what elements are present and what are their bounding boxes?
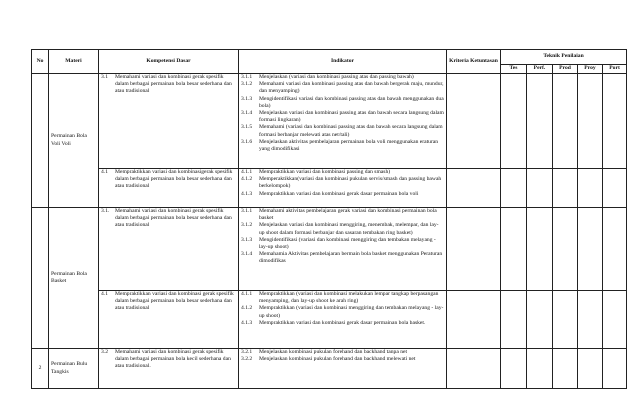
indicator-text: Mempraktikkan variasi dan kombinasi gerak dasar permainan bola basket. xyxy=(259,319,426,326)
indikator-cell xyxy=(239,349,447,389)
table-row xyxy=(32,74,627,169)
indicator-item xyxy=(241,222,444,236)
empty-cell xyxy=(527,169,553,208)
empty-cell xyxy=(553,169,578,208)
indicator-text: Memahamia Aktivitas pembelajaran bermain bola basket menggunakan Peraturan dimodifikas xyxy=(259,251,443,265)
header-teknik-col: Tes xyxy=(501,65,527,74)
header-no: No xyxy=(32,50,49,74)
empty-cell xyxy=(501,208,527,291)
table-row xyxy=(32,208,627,291)
indicator-number: 4.1.1 xyxy=(241,169,253,175)
empty-cell xyxy=(578,349,603,389)
indicator-item xyxy=(241,124,444,138)
empty-cell xyxy=(527,349,553,389)
empty-cell xyxy=(501,291,527,349)
header-teknik-col: Proy xyxy=(578,65,603,74)
kompetensi-cell xyxy=(99,169,239,208)
kd-item xyxy=(101,349,236,371)
kd-number: 4.1 xyxy=(101,291,108,297)
indicator-text: Mempraktikkan (variasi dan kombinasi menggiring dan tembakan melayang - lay-up shoot) xyxy=(259,305,444,319)
empty-cell xyxy=(553,74,578,169)
indicator-number: 3.1.2 xyxy=(241,81,253,88)
indicator-item xyxy=(241,291,444,305)
indicator-item xyxy=(241,305,444,319)
kd-item xyxy=(101,74,236,96)
empty-cell xyxy=(578,169,603,208)
kompetensi-cell xyxy=(99,291,239,349)
empty-cell xyxy=(527,291,553,349)
indicator-number: 3.1.6 xyxy=(241,138,253,145)
header-teknik-col: Perf. xyxy=(527,65,553,74)
indicator-item xyxy=(241,237,444,251)
indicator-number: 3.1.1 xyxy=(241,74,253,80)
indicator-text: Mempraktikkan variasi dan kombinasi passing dan smash) xyxy=(259,169,391,175)
empty-cell xyxy=(501,74,527,169)
indicator-text: Menjelaskan variasi dan kombinasi menggiring, menembak, melempar, dan lay-up shoot dalam formasi berbanjar dan sasaran tembakan ring basket) xyxy=(259,222,439,236)
empty-cell xyxy=(447,291,501,349)
empty-cell xyxy=(501,349,527,389)
indicator-number: 3.1.2 xyxy=(241,222,253,229)
kompetensi-cell xyxy=(99,74,239,169)
empty-cell xyxy=(603,74,627,169)
indicator-number: 4.1.1 xyxy=(241,291,253,297)
kd-number: 3.1 xyxy=(101,74,108,80)
indicator-number: 3.1.4 xyxy=(241,110,253,117)
indicator-number: 3.1.1 xyxy=(241,208,253,214)
empty-cell xyxy=(447,208,501,291)
kd-number: 4.1 xyxy=(101,169,108,175)
indicator-item xyxy=(241,176,444,190)
indicator-text: Memahami aktivitas pembelajaran gerak variasi dan kombinasi permainan bola basket xyxy=(259,208,437,222)
indicator-text: Menjelaskan kombinasi pukulan forehand dan backhand melewati net xyxy=(259,356,416,363)
indicator-number: 4.1.3 xyxy=(241,319,253,326)
empty-cell xyxy=(603,169,627,208)
indikator-cell xyxy=(239,208,447,291)
indicator-text: Mempraktikkan variasi dan kombinasi gerak dasar permainan bola voli xyxy=(259,190,419,197)
indikator-cell xyxy=(239,74,447,169)
empty-cell xyxy=(603,291,627,349)
empty-cell xyxy=(578,74,603,169)
indicator-item xyxy=(241,74,444,81)
empty-cell xyxy=(501,169,527,208)
empty-cell xyxy=(553,349,578,389)
empty-cell xyxy=(578,208,603,291)
indicator-number: 4.1.3 xyxy=(241,190,253,197)
indicator-item xyxy=(241,208,444,222)
empty-cell xyxy=(447,349,501,389)
empty-cell xyxy=(603,349,627,389)
materi-cell: Permainan Bulu Tangkis xyxy=(49,349,99,389)
indicator-text: Memahami variasi dan kombinasi passing atas dan bawah bergerak maju, mundur, dan menyamping) xyxy=(259,81,444,95)
kd-item xyxy=(101,208,236,230)
materi-cell: Permainan Bola Voli Voli xyxy=(49,74,99,208)
indicator-item xyxy=(241,110,444,124)
table-row xyxy=(32,349,627,389)
empty-cell xyxy=(447,74,501,169)
table-row xyxy=(32,169,627,208)
indicator-text: Memahami (variasi dan kombinasi passing atas dan bawah secara langsung dalam formasi berbanjar melewati atas net/tali) xyxy=(259,124,443,138)
header-kriteria: Kriteria Ketuntasan xyxy=(447,50,501,74)
table-body xyxy=(32,74,627,389)
indicator-text: Mempraktikkan (variasi dan kombinasi melakukan lempar tangkap berpasangan menyamping, dan lay-up shoot ke arah ring) xyxy=(259,291,439,305)
header-materi: Materi xyxy=(49,50,99,74)
curriculum-table xyxy=(31,49,627,389)
indicator-item xyxy=(241,251,444,265)
indicator-text: Menjelaskan kombinasi pukulan forehand dan backhand tanpa net xyxy=(259,349,408,355)
kd-text: Memahami variasi dan kombinasi gerak spesifik dalam berbagai permainan bola besar sederhana dan atau tradisional xyxy=(115,74,232,95)
indicator-item xyxy=(241,81,444,95)
kd-text: Mempraktikkan variasi dan kombinasigerak spesifik dalam berbagai permainan bola besar sederhana dan atau tradisional xyxy=(115,169,233,190)
empty-cell xyxy=(527,208,553,291)
indicator-number: 3.1.5 xyxy=(241,124,253,131)
indicator-item xyxy=(241,139,444,153)
indicator-number: 3.2.1 xyxy=(241,349,253,355)
indicator-number: 4.1.2 xyxy=(241,305,253,312)
indicator-item xyxy=(241,356,444,363)
indikator-cell xyxy=(239,291,447,349)
kd-number: 3.1. xyxy=(101,208,110,214)
kd-text: Memahami variasi dan kombinasi gerak spesifik dalam berbagai permainan bola kecil sederhana dan atau tradisional. xyxy=(115,349,231,370)
indicator-number: 3.1.3 xyxy=(241,236,253,243)
indicator-number: 3.1.4 xyxy=(241,251,253,258)
indicator-text: Menjelaskan variasi dan kombinasi passing atas dan bawah secara langsung dalam formasi lingkaran) xyxy=(259,110,444,124)
row-number xyxy=(32,74,49,208)
kd-text: Mempraktikkan variasi dan kombinasi gerak spesifik dalam berbagai permainan bola besar sederhana dan atau tradisional xyxy=(115,291,234,312)
indicator-item xyxy=(241,191,444,198)
indicator-item xyxy=(241,320,444,327)
indicator-number: 4.1.2 xyxy=(241,176,253,183)
table-row xyxy=(32,291,627,349)
indicator-text: Mengidentifikasi variasi dan kombinasi passing atas dan bawah menggunakan dua bola) xyxy=(259,95,444,109)
indikator-cell xyxy=(239,169,447,208)
empty-cell xyxy=(553,208,578,291)
empty-cell xyxy=(553,291,578,349)
empty-cell xyxy=(447,169,501,208)
indicator-text: Menjelaskan aktivitas pembelajaran permainan bola voli menggunakan eraturan yang dimodifikasi xyxy=(259,138,439,153)
kd-item xyxy=(101,291,236,313)
kompetensi-cell xyxy=(99,349,239,389)
materi-cell: Permainan Bola Basket xyxy=(49,208,99,349)
indicator-text: Memperaktikkan(variasi dan kombinasi pukulan servis/smash dan passing bawah berkelompok) xyxy=(259,176,442,190)
header-teknik-col: Prod xyxy=(553,65,578,74)
row-number: 2 xyxy=(32,349,49,389)
empty-cell xyxy=(527,74,553,169)
kd-number: 3.2 xyxy=(101,349,108,355)
indicator-number: 3.2.2 xyxy=(241,356,253,363)
kd-text: Memahami variasi dan kombinasi gerak spesifik dalam berbagai permainan bola besar sederhana dan atau tradisional xyxy=(115,208,232,229)
indicator-text: Mengidentifikasi (variasi dan kombinasi menggiring dan tembakan melayang - lay-up shoot) xyxy=(259,236,436,251)
header-kompetensi: Kompetensi Dasar xyxy=(99,50,239,74)
empty-cell xyxy=(578,291,603,349)
header-teknik-col: Port xyxy=(603,65,627,74)
indicator-text: Menjelaskan (variasi dan kombinasi passing atas dan passing bawah) xyxy=(259,74,414,80)
indicator-item xyxy=(241,96,444,110)
header-teknik: Teknik Penilaian xyxy=(501,50,627,65)
indicator-number: 3.1.3 xyxy=(241,95,253,102)
row-number xyxy=(32,208,49,349)
kompetensi-cell xyxy=(99,208,239,291)
kd-item xyxy=(101,169,236,191)
empty-cell xyxy=(603,208,627,291)
header-indikator: Indikator xyxy=(239,50,447,74)
